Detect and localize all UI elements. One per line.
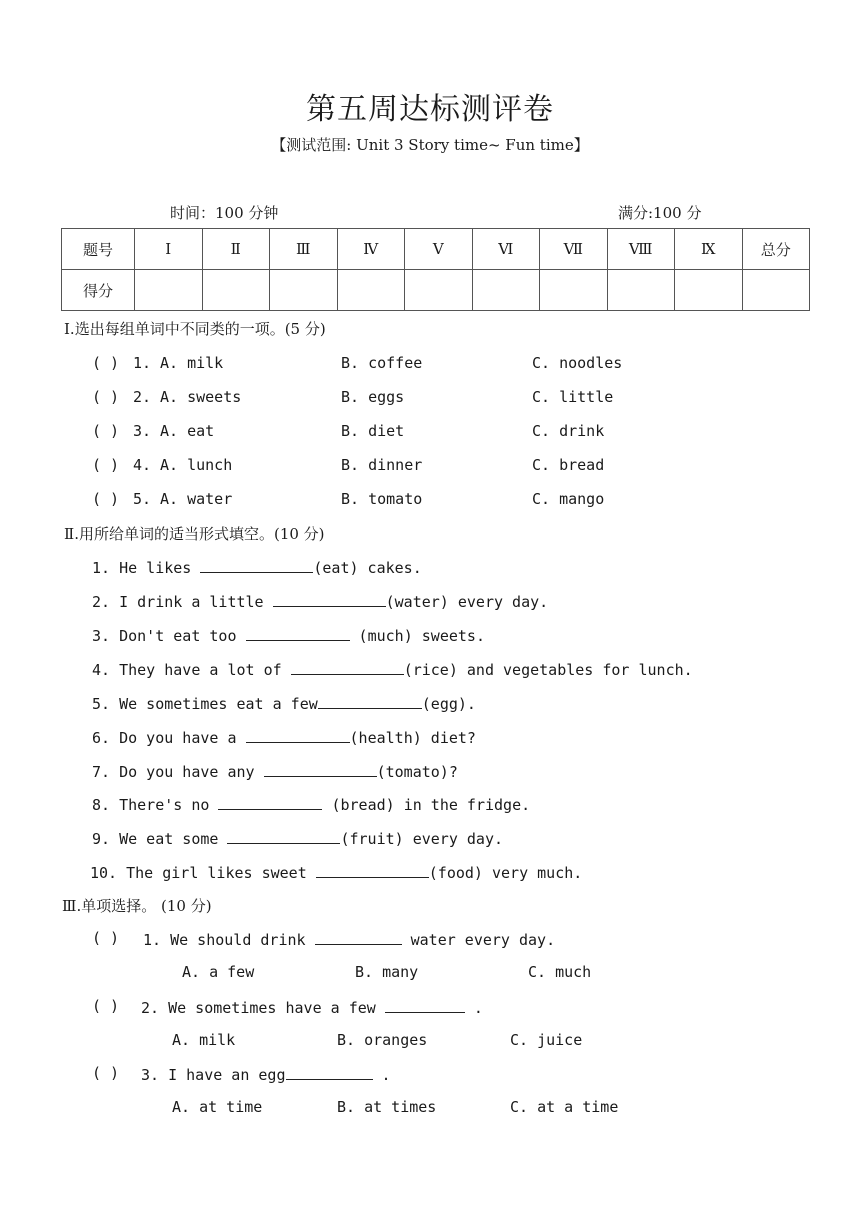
option-a: A. at time [172, 1098, 263, 1116]
option-a: A. milk [172, 1031, 236, 1049]
question-number: 2. [133, 388, 152, 406]
question-hint: (food) very much. [428, 864, 583, 882]
question-number: 3. [133, 422, 152, 440]
test-scope: 【测试范围: Unit 3 Story time~ Fun time】 [271, 136, 589, 154]
option-c: C. juice [510, 1031, 583, 1049]
section-3-heading: Ⅲ.单项选择。 (10 分) [62, 897, 212, 915]
question-hint: (egg). [421, 695, 476, 713]
option-c: C. little [532, 388, 614, 406]
option-a: A. eat [160, 422, 215, 440]
option-b: B. oranges [337, 1031, 428, 1049]
list-item [92, 693, 476, 713]
question-hint: (bread) in the fridge. [322, 796, 531, 814]
option-c: C. drink [532, 422, 605, 440]
answer-blank[interactable] [316, 862, 429, 878]
list-item [92, 557, 422, 577]
option-b: B. at times [337, 1098, 437, 1116]
option-a: A. sweets [160, 388, 242, 406]
score-entry-cell[interactable] [675, 270, 743, 311]
list-item [92, 761, 458, 781]
question-hint: (eat) cakes. [313, 559, 422, 577]
score-row-label: 得分 [62, 270, 135, 311]
question-hint: (health) diet? [349, 729, 476, 747]
score-entry-cell[interactable] [135, 270, 203, 311]
answer-blank[interactable] [264, 761, 377, 777]
score-cell: Ⅵ [472, 229, 540, 270]
option-a: A. water [160, 490, 233, 508]
option-b: B. dinner [341, 456, 423, 474]
question-line [141, 1064, 391, 1084]
question-text: 1. We should drink [143, 931, 315, 949]
question-hint: (tomato)? [376, 763, 458, 781]
option-c: C. mango [532, 490, 605, 508]
question-text: 10. The girl likes sweet [90, 864, 316, 882]
question-hint: (much) sweets. [349, 627, 485, 645]
answer-blank [286, 1064, 373, 1080]
question-text: 3. Don't eat too [92, 627, 246, 645]
question-text: 2. I drink a little [92, 593, 273, 611]
page-title: 第五周达标测评卷 [306, 92, 554, 127]
question-text: 2. We sometimes have a few [141, 999, 385, 1017]
question-text: 9. We eat some [92, 830, 228, 848]
question-number: 4. [133, 456, 152, 474]
score-table-header-row [62, 229, 810, 270]
score-cell: Ⅲ [270, 229, 338, 270]
option-b: B. tomato [341, 490, 423, 508]
list-item [92, 625, 485, 645]
score-entry-cell[interactable] [202, 270, 270, 311]
score-entry-cell[interactable] [472, 270, 540, 311]
list-item [92, 828, 503, 848]
score-cell: Ⅱ [202, 229, 270, 270]
score-cell: 总分 [742, 229, 810, 270]
score-entry-cell[interactable] [742, 270, 810, 311]
question-hint: (fruit) every day. [340, 830, 504, 848]
question-line [143, 929, 555, 949]
answer-paren[interactable]: ( ) [92, 490, 120, 508]
option-c: C. bread [532, 456, 605, 474]
question-text: 4. They have a lot of [92, 661, 291, 679]
list-item [92, 794, 530, 814]
section-2-heading: Ⅱ.用所给单词的适当形式填空。(10 分) [64, 525, 325, 543]
option-c: C. noodles [532, 354, 623, 372]
question-text: 6. Do you have a [92, 729, 246, 747]
question-text-end: . [372, 1066, 391, 1084]
score-entry-cell[interactable] [607, 270, 675, 311]
section-1-heading: Ⅰ.选出每组单词中不同类的一项。(5 分) [64, 320, 326, 338]
score-cell: Ⅷ [607, 229, 675, 270]
answer-paren[interactable]: ( ) [92, 1064, 120, 1082]
answer-blank[interactable] [291, 659, 404, 675]
answer-paren[interactable]: ( ) [92, 997, 120, 1015]
score-entry-cell[interactable] [270, 270, 338, 311]
question-number: 5. [133, 490, 152, 508]
score-cell: Ⅳ [337, 229, 405, 270]
list-item [90, 862, 582, 882]
answer-paren[interactable]: ( ) [92, 456, 120, 474]
answer-blank[interactable] [318, 693, 422, 709]
option-c: C. at a time [510, 1098, 619, 1116]
question-text: 7. Do you have any [92, 763, 264, 781]
answer-blank[interactable] [218, 794, 322, 810]
score-cell: Ⅰ [135, 229, 203, 270]
question-hint: (rice) and vegetables for lunch. [403, 661, 693, 679]
list-item [92, 659, 693, 679]
score-cell: Ⅴ [405, 229, 473, 270]
time-limit: 时间：100 分钟 [170, 204, 279, 222]
full-score: 满分:100 分 [618, 204, 702, 222]
answer-blank[interactable] [200, 557, 313, 573]
question-text: 5. We sometimes eat a few [92, 695, 318, 713]
answer-blank [385, 997, 465, 1013]
score-table [61, 228, 810, 311]
score-entry-cell[interactable] [540, 270, 608, 311]
answer-blank[interactable] [273, 591, 386, 607]
option-b: B. many [355, 963, 419, 981]
answer-blank[interactable] [246, 727, 350, 743]
question-line [141, 997, 483, 1017]
list-item [92, 727, 476, 747]
score-cell: Ⅸ [675, 229, 743, 270]
answer-blank [315, 929, 402, 945]
score-cell: 题号 [62, 229, 135, 270]
list-item [92, 591, 548, 611]
score-entry-cell[interactable] [405, 270, 473, 311]
question-text-end: water every day. [401, 931, 556, 949]
option-a: A. lunch [160, 456, 233, 474]
option-c: C. much [528, 963, 592, 981]
answer-blank[interactable] [227, 828, 340, 844]
option-b: B. coffee [341, 354, 423, 372]
option-a: A. milk [160, 354, 224, 372]
option-b: B. diet [341, 422, 405, 440]
question-hint: (water) every day. [385, 593, 549, 611]
score-table-score-row [62, 270, 810, 311]
question-number: 1. [133, 354, 152, 372]
option-b: B. eggs [341, 388, 405, 406]
answer-paren[interactable]: ( ) [92, 929, 120, 947]
question-text: 8. There's no [92, 796, 219, 814]
answer-paren[interactable]: ( ) [92, 354, 120, 372]
score-entry-cell[interactable] [337, 270, 405, 311]
question-text: 1. He likes [92, 559, 201, 577]
answer-paren[interactable]: ( ) [92, 422, 120, 440]
answer-paren[interactable]: ( ) [92, 388, 120, 406]
question-text: 3. I have an egg [141, 1066, 286, 1084]
question-text-end: . [464, 999, 483, 1017]
score-cell: Ⅶ [540, 229, 608, 270]
option-a: A. a few [182, 963, 255, 981]
answer-blank[interactable] [246, 625, 350, 641]
